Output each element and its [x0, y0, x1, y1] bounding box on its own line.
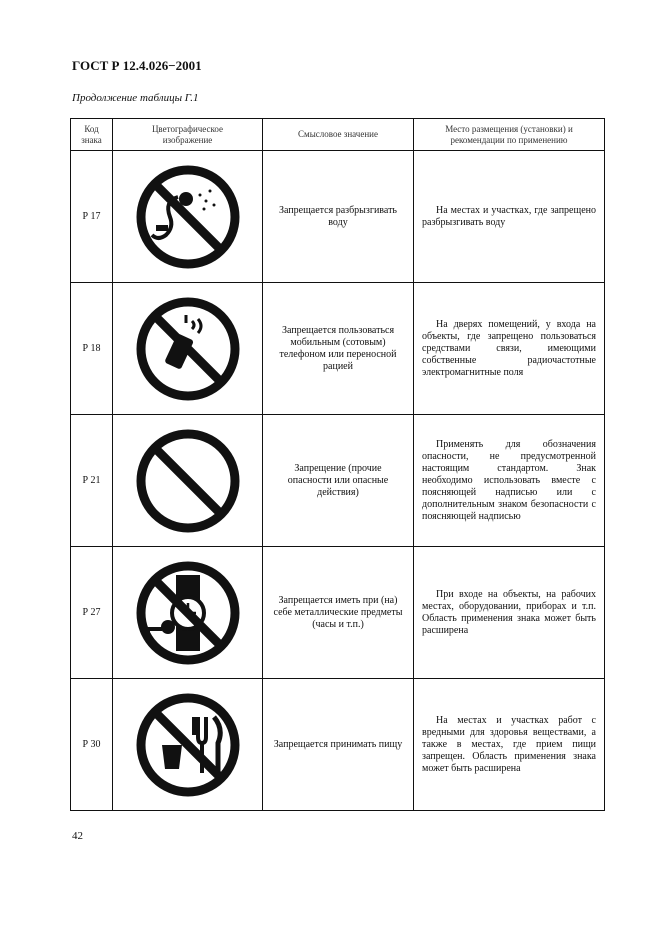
- sign-placement: [414, 547, 605, 679]
- sign-placement: [414, 679, 605, 811]
- placement-text: При входе на объекты, на рабочих местах, оборудовании, приборах и т.п. Область применения знака может быть расширена: [422, 588, 596, 636]
- sign-meaning: [263, 547, 414, 679]
- column-header-place: Место размещения (установки) и рекомендации по применению: [414, 119, 605, 151]
- sign-image-cell: [113, 283, 263, 415]
- sign-code: Р 18: [71, 283, 113, 415]
- sign-placement: [414, 415, 605, 547]
- table-row: [71, 415, 605, 547]
- column-header-code: Код знака: [71, 119, 113, 151]
- standard-header: ГОСТ Р 12.4.026−2001: [72, 58, 202, 73]
- sign-code: Р 21: [71, 415, 113, 547]
- sign-meaning: [263, 415, 414, 547]
- page-number: 42: [72, 830, 83, 842]
- table-row: [71, 283, 605, 415]
- general-prohibition-icon: [133, 426, 243, 536]
- sign-image-cell: [113, 547, 263, 679]
- no-eating-icon: [133, 690, 243, 800]
- sign-code: Р 17: [71, 151, 113, 283]
- meaning-text: Запрещается разбрызгивать воду: [278, 204, 397, 228]
- sign-placement: [414, 283, 605, 415]
- sign-code: Р 30: [71, 679, 113, 811]
- sign-placement: [414, 151, 605, 283]
- sign-meaning: [263, 679, 414, 811]
- table-row: [71, 151, 605, 283]
- sign-meaning: [263, 283, 414, 415]
- sign-image-cell: [113, 151, 263, 283]
- column-header-meaning: Смысловое значение: [263, 119, 414, 151]
- no-metal-objects-icon: [133, 558, 243, 668]
- placement-text: Применять для обозначения опасности, не предусмотренной настоящим стандартом. Знак необходимо использовать вместе с поясняющей надписью или с дополнительным знаком безопасности с поясняющей надписью: [422, 438, 596, 522]
- sign-code: Р 27: [71, 547, 113, 679]
- signs-table: [70, 118, 605, 811]
- table-row: [71, 679, 605, 811]
- placement-text: На местах и участках работ с вредными для здоровья веществами, а также в местах, где прием пищи запрещен. Область применения знака может быть расширена: [422, 714, 596, 774]
- column-header-image: Цветографическое изображение: [113, 119, 263, 151]
- meaning-text: Запрещается пользоваться мобильным (сотовым) телефоном или переносной рацией: [279, 324, 397, 372]
- meaning-text: Запрещается иметь при (на) себе металлические предметы (часы и т.п.): [273, 594, 403, 630]
- meaning-text: Запрещается принимать пищу: [273, 738, 403, 750]
- table-caption: Продолжение таблицы Г.1: [72, 92, 199, 104]
- table-row: [71, 547, 605, 679]
- no-water-spray-icon: [133, 162, 243, 272]
- sign-meaning: [263, 151, 414, 283]
- no-mobile-phone-icon: [133, 294, 243, 404]
- sign-image-cell: [113, 679, 263, 811]
- sign-image-cell: [113, 415, 263, 547]
- meaning-text: Запрещение (прочие опасности или опасные действия): [287, 462, 389, 498]
- placement-text: На дверях помещений, у входа на объекты, где запрещено пользоваться средствами связи, имеющими собственные радиочастотные электромагнитные поля: [422, 318, 596, 378]
- placement-text: На местах и участках, где запрещено разбрызгивать воду: [422, 204, 596, 228]
- table-header-row: [71, 119, 605, 151]
